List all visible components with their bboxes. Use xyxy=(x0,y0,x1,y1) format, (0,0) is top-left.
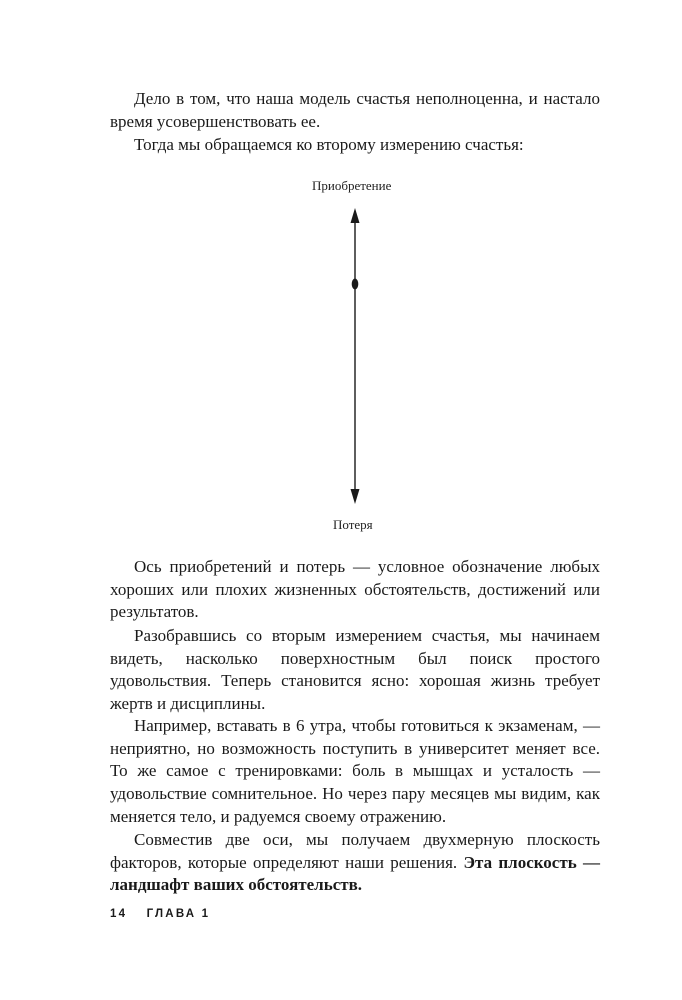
axis-label-loss: Потеря xyxy=(333,517,373,532)
paragraph-3: Ось приобретений и потерь — условное обозначение любых хороших или плохих жизненных обстоятельств, достижений или результатов. xyxy=(110,557,600,622)
chapter-label: ГЛАВА 1 xyxy=(146,908,211,920)
paragraph-6-text: Совместив две оси, мы получаем двухмерную плоскость факторов, которые определяют наши решения. xyxy=(110,830,600,872)
page-number: 14 xyxy=(110,908,128,920)
axis-origin-dot xyxy=(352,279,359,290)
paragraph-5: Например, вставать в 6 утра, чтобы готовиться к экзаменам, — неприятно, но возможность поступить в университет меняет все. То же самое с тренировками: боль в мышцах и усталость — удовольствие сомнительное. Но через пару месяцев мы видим, как меняется тело, и радуемся своему отражению. xyxy=(110,716,600,826)
axis-label-gain: Приобретение xyxy=(312,178,392,193)
paragraph-2: Тогда мы обращаемся ко второму измерению счастья: xyxy=(134,135,524,154)
paragraph-6-bold: Эта плоскость — ландшафт ваших обстоятельств. xyxy=(110,852,600,895)
page-footer xyxy=(110,908,224,920)
paragraph-4: Разобравшись со вторым измерением счастья, мы начинаем видеть, насколько поверхностным был поиск простого удовольствия. Теперь становится ясно: хорошая жизнь требует жертв и дисциплины. xyxy=(110,626,600,714)
axis-arrow-down xyxy=(351,489,360,504)
paragraph-6 xyxy=(110,829,600,897)
paragraph-1: Дело в том, что наша модель счастья неполноценна, и настало время усовершенствовать ее. xyxy=(110,89,600,131)
axis-arrow-up xyxy=(351,208,360,223)
